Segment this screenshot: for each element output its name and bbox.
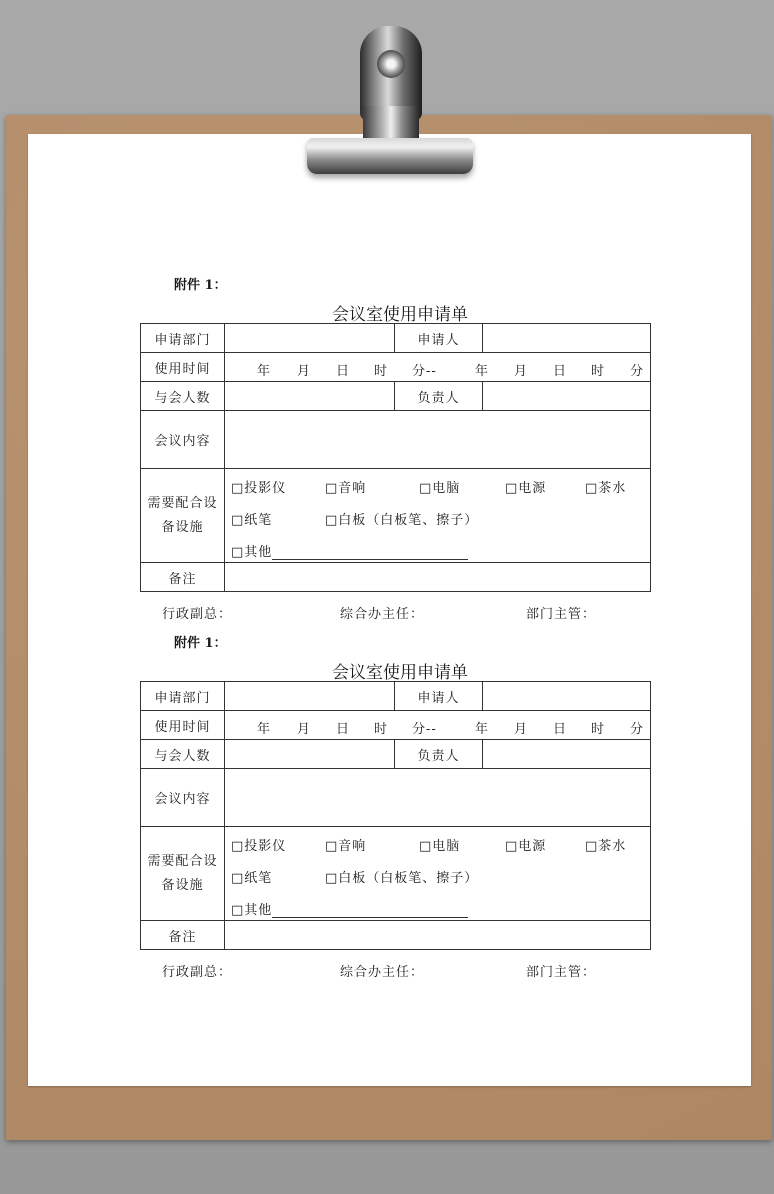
time-minute-start: 分-- — [412, 364, 437, 379]
table-row — [141, 921, 651, 950]
dept-label: 申请部门 — [141, 682, 225, 711]
signature-dept-head: 部门主管： — [526, 607, 597, 622]
checkbox-paper-pen[interactable]: □纸笔 — [231, 871, 273, 886]
equipment-label: 需要配合设备设施 — [141, 827, 225, 921]
time-minute-end: 分 — [630, 722, 645, 737]
remarks-label: 备注 — [141, 563, 225, 592]
time-year-start: 年 — [257, 722, 272, 737]
table-row — [141, 740, 651, 769]
form-title: 会议室使用申请单 — [332, 305, 468, 325]
time-hour-start: 时 — [374, 364, 389, 379]
time-field[interactable] — [225, 711, 651, 740]
applicant-field[interactable] — [483, 682, 651, 711]
responsible-field[interactable] — [483, 382, 651, 411]
table-row — [141, 469, 651, 563]
clip-rivet — [377, 50, 405, 78]
table-row — [141, 769, 651, 827]
time-day-start: 日 — [336, 722, 351, 737]
remarks-label: 备注 — [141, 921, 225, 950]
table-row — [141, 827, 651, 921]
table-row — [141, 711, 651, 740]
checkbox-computer[interactable]: □电脑 — [419, 481, 461, 496]
time-label: 使用时间 — [141, 711, 225, 740]
time-label: 使用时间 — [141, 353, 225, 382]
content-field[interactable] — [225, 411, 651, 469]
signature-office-director: 综合办主任： — [340, 965, 425, 980]
checkbox-other[interactable] — [231, 541, 468, 560]
application-table — [140, 681, 651, 950]
other-input-line[interactable] — [272, 905, 468, 918]
checkbox-power[interactable]: □电源 — [505, 839, 547, 854]
content-field[interactable] — [225, 769, 651, 827]
clip-jaw — [307, 138, 473, 174]
checkbox-other-label: □其他 — [231, 903, 273, 918]
checkbox-paper-pen[interactable]: □纸笔 — [231, 513, 273, 528]
time-hour-end: 时 — [591, 364, 606, 379]
signature-office-director: 综合办主任： — [340, 607, 425, 622]
checkbox-power[interactable]: □电源 — [505, 481, 547, 496]
dept-field[interactable] — [225, 324, 395, 353]
time-day-end: 日 — [553, 722, 568, 737]
attachment-label: 附件 1： — [174, 636, 227, 651]
time-hour-end: 时 — [591, 722, 606, 737]
checkbox-whiteboard[interactable]: □白板（白板笔、擦子） — [325, 871, 479, 886]
responsible-label: 负责人 — [395, 382, 483, 411]
table-row — [141, 563, 651, 592]
time-year-start: 年 — [257, 364, 272, 379]
checkbox-audio[interactable]: □音响 — [325, 481, 367, 496]
signature-vp-admin: 行政副总： — [162, 965, 233, 980]
checkbox-other[interactable] — [231, 899, 468, 918]
attendees-label: 与会人数 — [141, 382, 225, 411]
time-minute-start: 分-- — [412, 722, 437, 737]
time-field[interactable] — [225, 353, 651, 382]
table-row — [141, 353, 651, 382]
signature-dept-head: 部门主管： — [526, 965, 597, 980]
responsible-label: 负责人 — [395, 740, 483, 769]
form-title: 会议室使用申请单 — [332, 663, 468, 683]
time-day-end: 日 — [553, 364, 568, 379]
equipment-label: 需要配合设备设施 — [141, 469, 225, 563]
time-year-end: 年 — [475, 364, 490, 379]
attachment-label: 附件 1： — [174, 278, 227, 293]
time-hour-start: 时 — [374, 722, 389, 737]
equipment-options — [225, 827, 651, 921]
attendees-label: 与会人数 — [141, 740, 225, 769]
time-month-start: 月 — [297, 722, 312, 737]
time-day-start: 日 — [336, 364, 351, 379]
time-month-start: 月 — [297, 364, 312, 379]
checkbox-tea[interactable]: □茶水 — [585, 481, 627, 496]
checkbox-computer[interactable]: □电脑 — [419, 839, 461, 854]
dept-label: 申请部门 — [141, 324, 225, 353]
checkbox-tea[interactable]: □茶水 — [585, 839, 627, 854]
applicant-label: 申请人 — [395, 324, 483, 353]
applicant-label: 申请人 — [395, 682, 483, 711]
other-input-line[interactable] — [272, 547, 468, 560]
remarks-field[interactable] — [225, 921, 651, 950]
checkbox-projector[interactable]: □投影仪 — [231, 839, 287, 854]
table-row — [141, 411, 651, 469]
checkbox-projector[interactable]: □投影仪 — [231, 481, 287, 496]
responsible-field[interactable] — [483, 740, 651, 769]
time-month-end: 月 — [514, 722, 529, 737]
attendees-field[interactable] — [225, 382, 395, 411]
signature-vp-admin: 行政副总： — [162, 607, 233, 622]
checkbox-whiteboard[interactable]: □白板（白板笔、擦子） — [325, 513, 479, 528]
equipment-options — [225, 469, 651, 563]
remarks-field[interactable] — [225, 563, 651, 592]
checkbox-audio[interactable]: □音响 — [325, 839, 367, 854]
checkbox-other-label: □其他 — [231, 545, 273, 560]
time-minute-end: 分 — [630, 364, 645, 379]
dept-field[interactable] — [225, 682, 395, 711]
content-label: 会议内容 — [141, 411, 225, 469]
time-month-end: 月 — [514, 364, 529, 379]
content-label: 会议内容 — [141, 769, 225, 827]
binder-clip — [300, 26, 480, 176]
attendees-field[interactable] — [225, 740, 395, 769]
time-year-end: 年 — [475, 722, 490, 737]
application-table — [140, 323, 651, 592]
applicant-field[interactable] — [483, 324, 651, 353]
table-row — [141, 382, 651, 411]
table-row — [141, 682, 651, 711]
table-row — [141, 324, 651, 353]
